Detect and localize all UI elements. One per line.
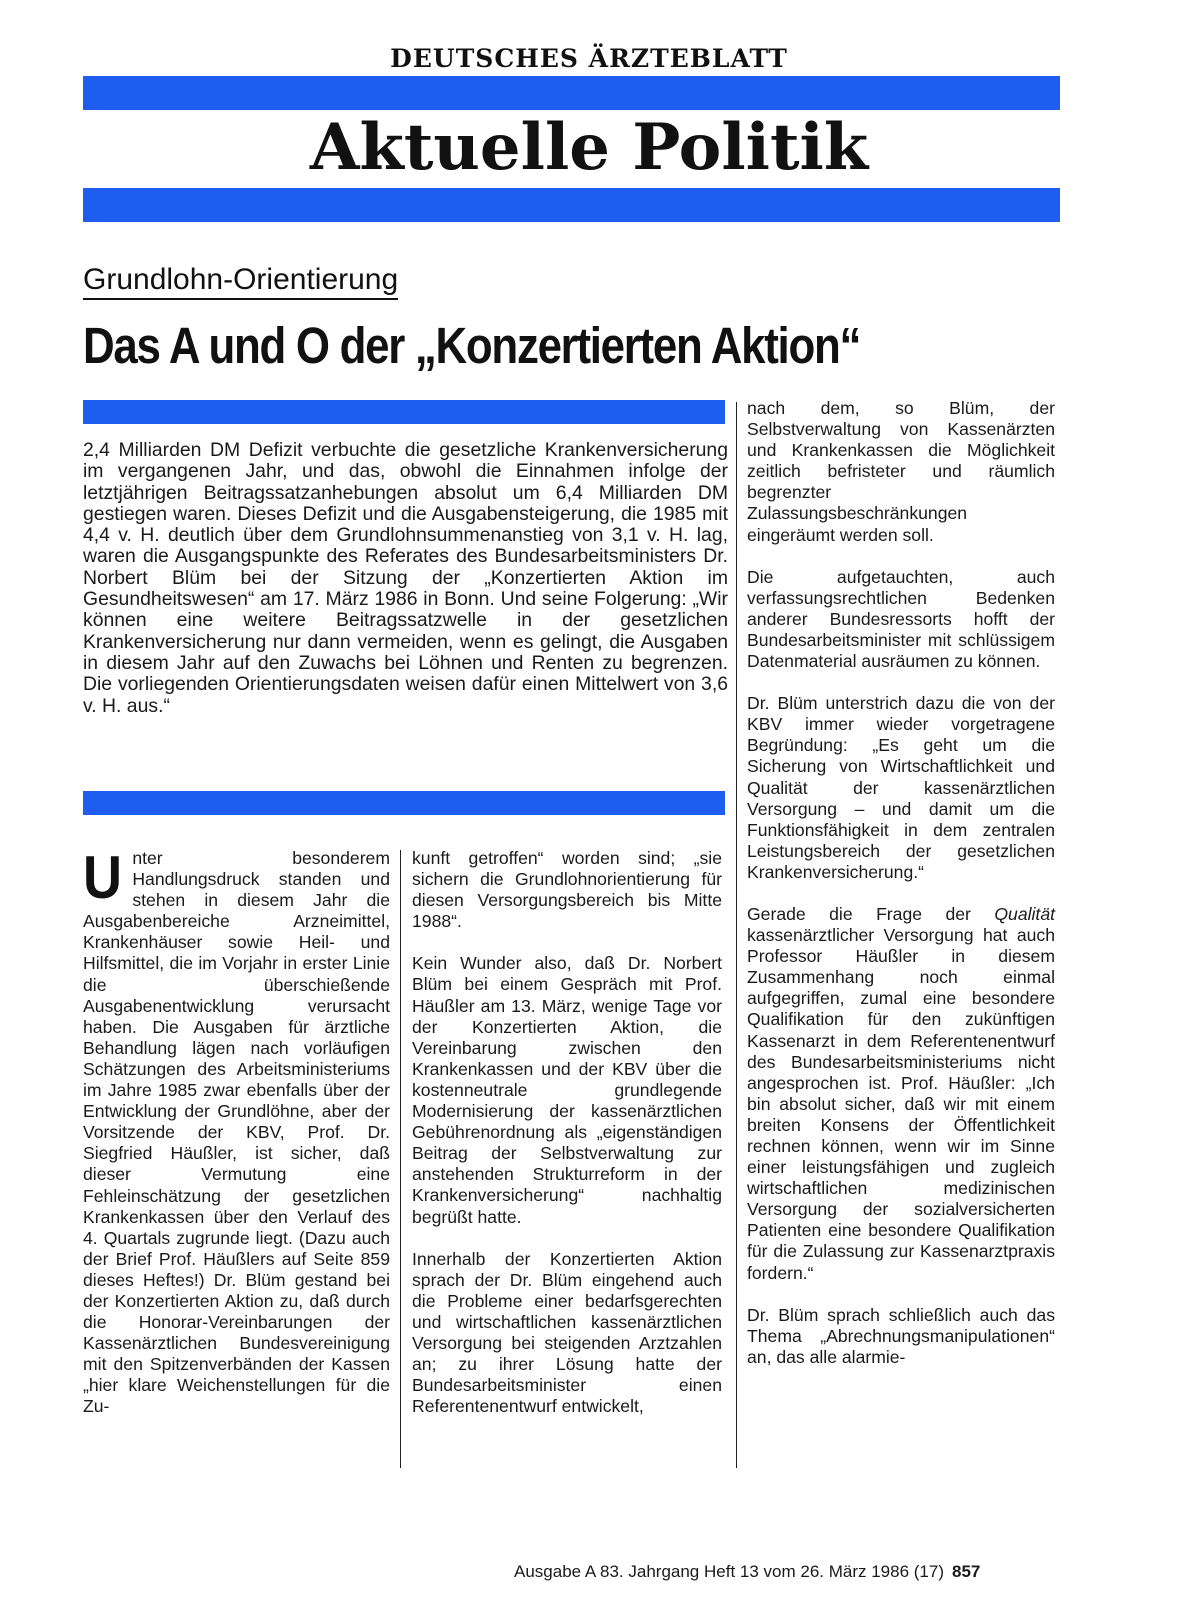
top-blue-band	[83, 76, 1060, 110]
page-number: 857	[952, 1562, 981, 1581]
column-3-paragraph-5: Dr. Blüm sprach schließlich auch das Thema „Abrechnungsmanipulationen“ an, das alle alarmie-	[747, 1304, 1055, 1367]
lead-paragraph: 2,4 Milliarden DM Defizit verbuchte die gesetzliche Krankenversicherung im vergangenen Jahr, und das, obwohl die Einnahmen infolge der letztjährigen Beitragssatzanhebungen absolut um 6,4 Milliarden DM gestiegen waren. Dieses Defizit und die Ausgabensteigerung, die 1985 mit 4,4 v. H. deutlich über dem Grundlohnsummenanstieg von 3,1 v. H. lag, waren die Ausgangspunkte des Referates des Bundesarbeitsministers Dr. Norbert Blüm bei der Sitzung der „Konzertierten Aktion im Gesundheitswesen“ am 17. März 1986 in Bonn. Und seine Folgerung: „Wir können eine weitere Beitragssatzwelle in der gesetzlichen Krankenversicherung nur dann vermeiden, wenn es gelingt, die Ausgaben in diesem Jahr auf den Zuwachs bei Löhnen und Renten zu begrenzen. Die vorliegenden Orientierungsdaten weisen dafür einen Mittelwert von 3,6 v. H. aus.“	[83, 439, 728, 717]
column-divider	[736, 402, 737, 1468]
bottom-blue-band	[83, 188, 1060, 222]
column-1	[83, 844, 390, 1418]
column-2-paragraph-1: kunft getroffen“ worden sind; „sie sichern die Grundlohnorientierung für diesen Versorgungsbereich bis Mitte 1988“.	[412, 848, 722, 932]
column-3-text: kassenärztlicher Versorgung hat auch Professor Häußler in diesem Zusammenhang noch einmal aufgegriffen, zumal eine besondere Qualifikation für den zukünftigen Kassenarzt in dem Referentenentwurf des Bundesarbeitsministeriums nicht angesprochen ist. Prof. Häußler: „Ich bin absolut sicher, daß wir mit einem breiten Konsens der Öffentlichkeit rechnen können, wenn wir im Sinne einer leistungsfähigen und zugleich wirtschaftlichen medizinischen Versorgung der sozialversicherten Patienten eine besondere Qualifikation für die Zulassung zur Kassenarztpraxis fordern.“	[747, 925, 1055, 1283]
column-3-text: Gerade die Frage der	[747, 903, 995, 924]
column-2-paragraph-3: Innerhalb der Konzertierten Aktion sprach der Dr. Blüm eingehend auch die Probleme einer bedarfsgerechten und wirtschaftlichen kassenärztlichen Versorgung bei steigenden Arztzahlen an; zu ihrer Lösung hatte der Bundesarbeitsminister einen Referentenentwurf entwickelt,	[412, 1248, 722, 1417]
column-3-paragraph-1: nach dem, so Blüm, der Selbstverwaltung von Kassenärzten und Krankenkassen die Möglichkeit zeitlich befristeter und räumlich begrenzter Zulassungsbeschränkungen eingeräumt werden soll.	[747, 398, 1055, 545]
drop-cap: U	[83, 844, 123, 911]
column-divider	[400, 850, 401, 1468]
article-kicker: Grundlohn-Orientierung	[83, 262, 398, 300]
emphasis-qualitaet: Qualität	[994, 903, 1055, 924]
column-3-paragraph-2: Die aufgetauchten, auch verfassungsrechtlichen Bedenken anderer Bundesressorts hofft der Bundesarbeitsminister mit schlüssigem Datenmaterial ausräumen zu können.	[747, 566, 1055, 672]
page-footer	[514, 1562, 980, 1582]
column-3-paragraph-4	[747, 904, 1055, 1284]
column-2	[412, 848, 722, 1417]
column-3	[747, 398, 1055, 1368]
column-3-paragraph-3: Dr. Blüm unterstrich dazu die von der KBV immer wieder vorgetragene Begründung: „Es geht um die Sicherung von Wirtschaftlichkeit und Qualität der kassenärztlichen Versorgung – und damit um die Funktionsfähigkeit in dem zentralen Leistungsbereich der gesetzlichen Krankenversicherung.“	[747, 693, 1055, 882]
lead-bottom-band	[83, 791, 725, 815]
edition-info: Ausgabe A 83. Jahrgang Heft 13 vom 26. März 1986 (17)	[514, 1562, 944, 1581]
section-title: Aktuelle Politik	[309, 110, 869, 185]
lead-top-band	[83, 400, 725, 424]
column-1-text: nter besonderem Handlungsdruck standen und stehen in diesem Jahr die Ausgabenbereiche Arzneimittel, Krankenhäuser sowie Heil- und Hilfsmittel, die im Vorjahr in erster Linie die überschießende Ausgabenentwicklung verursacht haben. Die Ausgaben für ärztliche Behandlung lägen nach vorläufigen Schätzungen des Arbeitsministeriums im Jahre 1985 zwar ebenfalls über der Entwicklung der Grundlöhne, aber der Vorsitzende der KBV, Prof. Dr. Siegfried Häußler, ist sicher, daß dieser Vermutung eine Fehleinschätzung der gesetzlichen Krankenkassen über den Verlauf des 4. Quartals zugrunde liegt. (Dazu auch der Brief Prof. Häußlers auf Seite 859 dieses Heftes!) Dr. Blüm gestand bei der Konzertierten Aktion zu, daß durch die Honorar-Vereinbarungen der Kassenärztlichen Bundesvereinigung mit den Spitzenverbänden der Kassen „hier klare Weichenstellungen für die Zu-	[83, 848, 390, 1417]
column-1-paragraph	[83, 844, 390, 1418]
masthead: DEUTSCHES ÄRZTEBLATT	[390, 44, 788, 73]
column-2-paragraph-2: Kein Wunder also, daß Dr. Norbert Blüm bei einem Gespräch mit Prof. Häußler am 13. März, wenige Tage vor der Konzertierten Aktion, die Vereinbarung zwischen den Krankenkassen und der KBV über die kostenneutrale grundlegende Modernisierung der kassenärztlichen Gebührenordnung als „eigenständigen Beitrag der Selbstverwaltung zur anstehenden Strukturreform in der Krankenversicherung“ nachhaltig begrüßt hatte.	[412, 953, 722, 1227]
article-headline: Das A und O der „Konzertierten Aktion“	[83, 317, 861, 374]
